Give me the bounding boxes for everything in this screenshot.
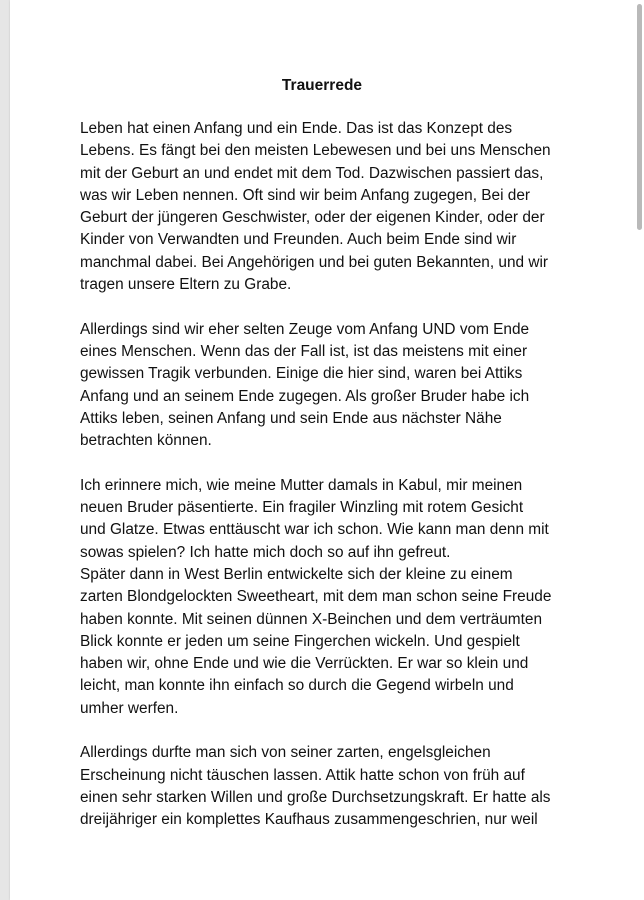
text-line: haben konnte. Mit seinen dünnen X-Beinchen und dem verträumten (80, 610, 543, 628)
text-line: mit der Geburt an und endet mit dem Tod. Dazwischen passiert das, (80, 164, 544, 182)
text-line: Attiks leben, seinen Anfang und sein Ende aus nächster Nähe (80, 409, 502, 427)
text-line: manchmal dabei. Bei Angehörigen und bei guten Bekannten, und wir (80, 253, 549, 271)
text-line: gewissen Tragik verbunden. Einige die hier sind, waren bei Attiks (80, 365, 523, 383)
paragraph (80, 742, 600, 831)
document-body (80, 118, 600, 832)
paragraph (80, 319, 600, 453)
text-line: was wir Leben nennen. Oft sind wir beim Anfang zugegen, Bei der (80, 186, 531, 204)
text-line: zarten Blondgelockten Sweetheart, mit dem man schon seine Freude (80, 588, 552, 606)
text-line: tragen unsere Eltern zu Grabe. (80, 276, 292, 294)
text-line: Leben hat einen Anfang und ein Ende. Das ist das Konzept des (80, 120, 513, 137)
text-line: eines Menschen. Wenn das der Fall ist, ist das meistens mit einer (80, 342, 528, 360)
text-line: Allerdings durfte man sich von seiner zarten, engelsgleichen (80, 744, 491, 762)
text-line: neuen Bruder päsentierte. Ein fragiler Winzling mit rotem Gesicht (80, 499, 524, 517)
text-line: sowas spielen? Ich hatte mich doch so auf ihn gefreut. (80, 543, 451, 561)
text-line: Erscheinung nicht täuschen lassen. Attik hatte schon von früh auf (80, 766, 525, 784)
text-line: umher werfen. (80, 699, 179, 717)
text-line: Lebens. Es fängt bei den meisten Lebewesen und bei uns Menschen (80, 142, 551, 160)
text-line: einen sehr starken Willen und große Durchsetzungskraft. Er hatte als (80, 788, 551, 806)
text-line: Kinder von Verwandten und Freunden. Auch beim Ende sind wir (80, 231, 517, 249)
paragraph (80, 118, 600, 296)
text-line: Allerdings sind wir eher selten Zeuge vom Anfang UND vom Ende (80, 320, 530, 338)
text-line: Anfang und an seinem Ende zugegen. Als großer Bruder habe ich (80, 387, 530, 405)
text-line: betrachten können. (80, 432, 212, 450)
text-line: Blick konnte er jeden um seine Fingerchen wickeln. Und gespielt (80, 632, 520, 650)
text-line: dreijähriger ein komplettes Kaufhaus zusammengeschrien, nur weil (80, 811, 538, 829)
text-line: und Glatze. Etwas enttäuscht war ich schon. Wie kann man denn mit (80, 521, 549, 539)
paragraph (80, 475, 600, 720)
text-line: Geburt der jüngeren Geschwister, oder der eigenen Kinder, oder der (80, 209, 545, 227)
text-line: Ich erinnere mich, wie meine Mutter damals in Kabul, mir meinen (80, 476, 523, 494)
text-line: leicht, man konnte ihn einfach so durch die Gegend wirbeln und (80, 677, 514, 695)
vertical-scrollbar[interactable] (637, 4, 642, 230)
document-title: Trauerrede (281, 77, 363, 94)
text-line: haben wir, ohne Ende und wie die Verrückten. Er war so klein und (80, 655, 529, 673)
text-line: Später dann in West Berlin entwickelte sich der kleine zu einem (80, 565, 513, 583)
